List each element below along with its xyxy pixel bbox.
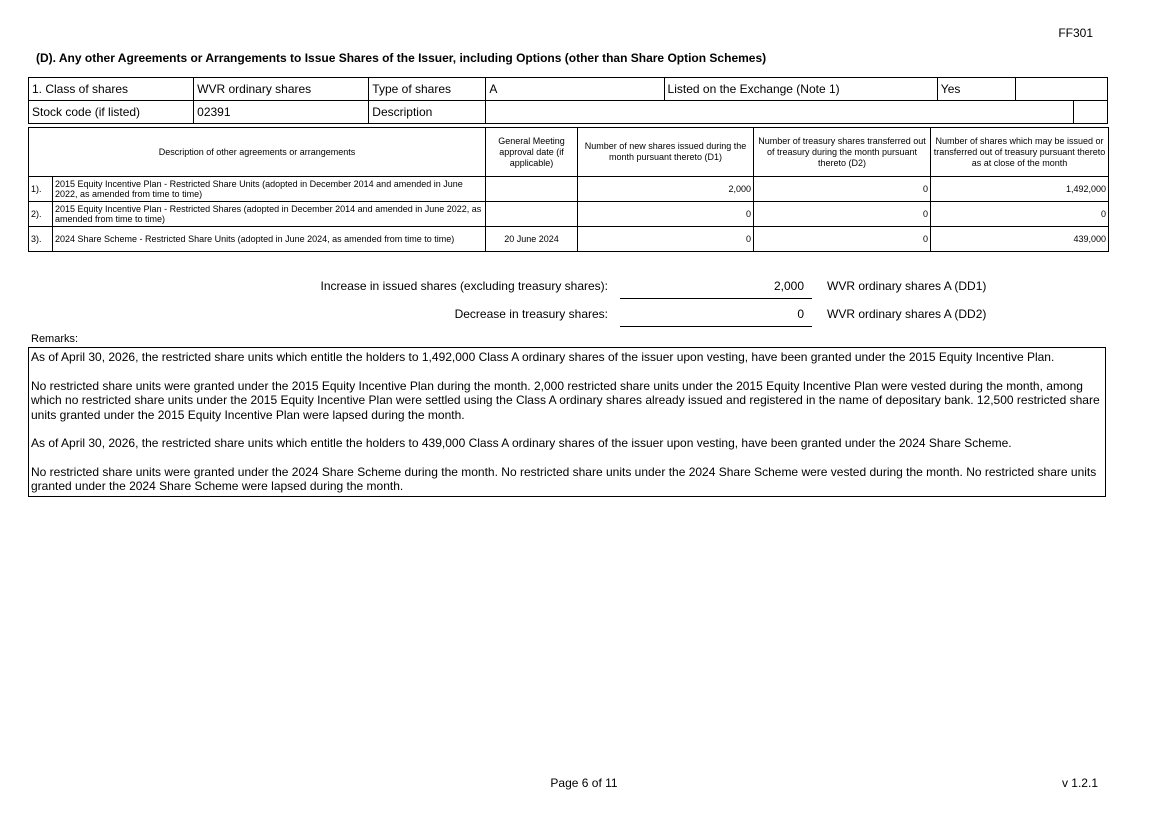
decrease-unit: WVR ordinary shares A (DD2) xyxy=(827,307,987,321)
remarks-box xyxy=(28,347,1106,497)
row-number: 3). xyxy=(29,227,53,252)
class-of-shares-value: WVR ordinary shares xyxy=(194,78,369,101)
row-description: 2024 Share Scheme - Restricted Share Units (adopted in June 2024, as amended from time to time) xyxy=(53,227,486,252)
listed-value: Yes xyxy=(937,78,1015,101)
row-approval-date xyxy=(486,202,578,227)
header-may-be-issued: Number of shares which may be issued or transferred out of treasury pursuant thereto as at close of the month xyxy=(931,128,1109,177)
header-approval-date: General Meeting approval date (if applicable) xyxy=(486,128,578,177)
form-code: FF301 xyxy=(1058,26,1093,40)
version-label: v 1.2.1 xyxy=(1061,776,1098,790)
remarks-paragraph: No restricted share units were granted under the 2024 Share Scheme during the month. No restricted share units under the 2024 Share Scheme were vested during the month. No restricted share units granted under the 2024 Share Scheme were lapsed during the month. xyxy=(31,464,1097,493)
type-of-shares-label: Type of shares xyxy=(369,78,486,101)
page-number: Page 6 of 11 xyxy=(550,776,618,790)
increase-value: 2,000 xyxy=(773,279,804,293)
remarks-paragraph: As of April 30, 2026, the restricted share units which entitle the holders to 1,492,000 Class A ordinary shares of the issuer upon vesting, have been granted under the 2015 Equity Incentive Plan. xyxy=(31,350,1055,364)
table-row xyxy=(29,202,1109,227)
share-info-table xyxy=(28,77,1108,124)
table-row xyxy=(29,227,1109,252)
table-row xyxy=(29,177,1109,202)
header-description: Description of other agreements or arrangements xyxy=(29,128,486,177)
decrease-label: Decrease in treasury shares: xyxy=(454,307,608,321)
section-title: (D). Any other Agreements or Arrangements to Issue Shares of the Issuer, including Options (other than Share Option Schemes) xyxy=(36,51,767,65)
header-treasury-out: Number of treasury shares transferred out of treasury during the month pursuant thereto (D2) xyxy=(754,128,931,177)
remarks-label: Remarks: xyxy=(31,333,79,345)
description-value xyxy=(486,101,1074,124)
row-approval-date: 20 June 2024 xyxy=(486,227,578,252)
row-d1: 0 xyxy=(578,227,754,252)
row-remaining: 1,492,000 xyxy=(931,177,1109,202)
description-label: Description xyxy=(369,101,486,124)
decrease-value: 0 xyxy=(797,307,804,321)
row-description: 2015 Equity Incentive Plan - Restricted Share Units (adopted in December 2014 and amended in June 2022, as amended from time to time) xyxy=(53,177,486,202)
listed-label: Listed on the Exchange (Note 1) xyxy=(664,78,937,101)
remarks-paragraph: As of April 30, 2026, the restricted share units which entitle the holders to 439,000 Class A ordinary shares of the issuer upon vesting, have been granted under the 2024 Share Scheme. xyxy=(31,436,1012,450)
listed-extra-cell xyxy=(1015,78,1107,101)
row-d2: 0 xyxy=(754,177,931,202)
stock-code-value: 02391 xyxy=(194,101,369,124)
row-number: 1). xyxy=(29,177,53,202)
remarks-paragraph: No restricted share units were granted under the 2015 Equity Incentive Plan during the month. 2,000 restricted share units under the 2015 Equity Incentive Plan were vested during the month, among which no restricted share units under the 2015 Equity Incentive Plan were settled using the Class A ordinary shares already issued and registered in the name of depositary bank. 12,500 restricted share units granted under the 2015 Equity Incentive Plan were lapsed during the month. xyxy=(31,378,1100,422)
row-remaining: 0 xyxy=(931,202,1109,227)
row-approval-date xyxy=(486,177,578,202)
row-description: 2015 Equity Incentive Plan - Restricted Shares (adopted in December 2014 and amended in June 2022, as amended from time to time) xyxy=(53,202,486,227)
increase-unit: WVR ordinary shares A (DD1) xyxy=(827,279,987,293)
row-d2: 0 xyxy=(754,202,931,227)
row-d1: 2,000 xyxy=(578,177,754,202)
class-of-shares-label: 1. Class of shares xyxy=(29,78,194,101)
arrangements-table xyxy=(28,127,1109,252)
header-new-shares: Number of new shares issued during the month pursuant thereto (D1) xyxy=(578,128,754,177)
row-d2: 0 xyxy=(754,227,931,252)
row-number: 2). xyxy=(29,202,53,227)
stock-code-label: Stock code (if listed) xyxy=(29,101,194,124)
type-of-shares-value: A xyxy=(486,78,664,101)
row-remaining: 439,000 xyxy=(931,227,1109,252)
row-d1: 0 xyxy=(578,202,754,227)
increase-label: Increase in issued shares (excluding treasury shares): xyxy=(320,279,608,293)
description-extra-cell xyxy=(1073,101,1107,124)
